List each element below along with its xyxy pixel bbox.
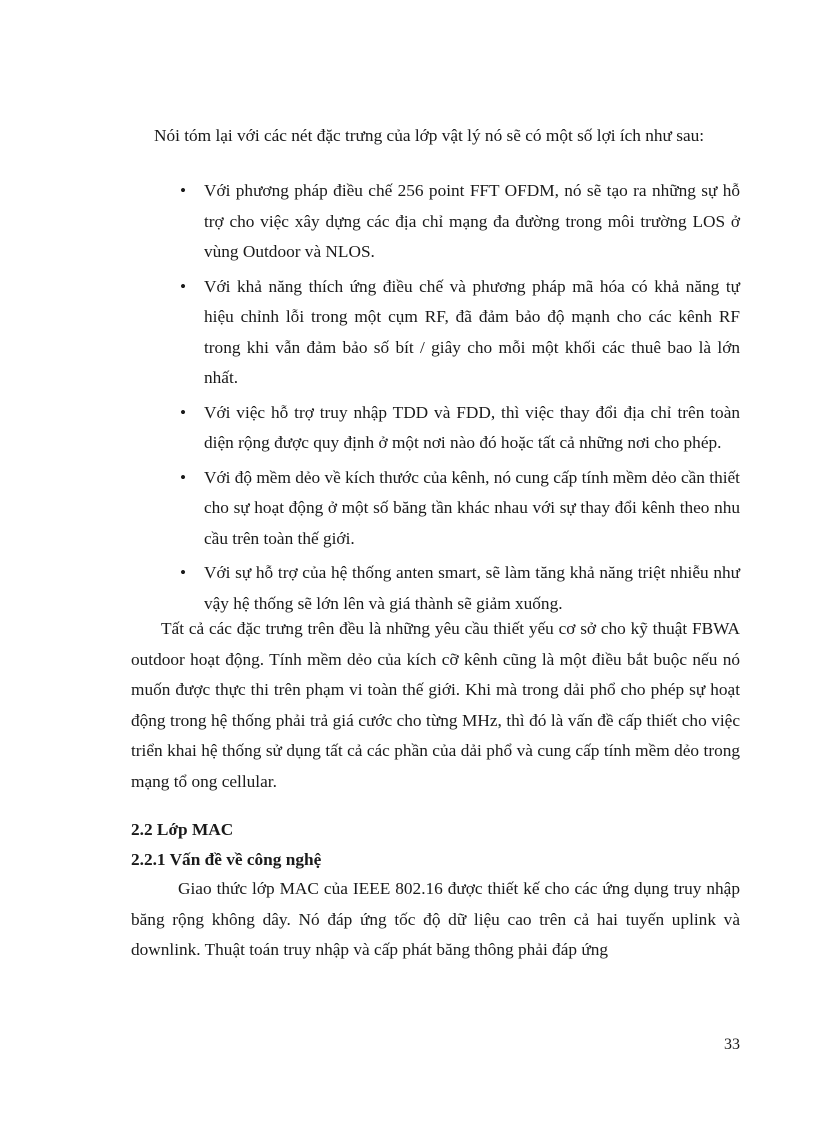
list-item-text: Với khả năng thích ứng điều chế và phương pháp mã hóa có khả năng tự hiệu chỉnh lỗi trong một cụm RF, đã đảm bảo độ mạnh cho các kênh RF trong khi vẫn đảm bảo số bít / giây cho mỗi một khối các thuê bao là lớn nhất. (204, 276, 740, 387)
list-item (178, 176, 740, 268)
bullet-icon: • (180, 402, 187, 422)
list-item (178, 558, 740, 619)
benefits-list (178, 176, 740, 623)
bullet-icon: • (180, 181, 187, 200)
bullet-icon: • (180, 467, 187, 487)
list-item (178, 272, 740, 394)
list-item-text: Với việc hỗ trợ truy nhập TDD và FDD, thì việc thay đổi địa chỉ trên toàn diện rộng được quy định ở một nơi nào đó hoặc tất cả những nơi cho phép. (204, 402, 740, 452)
list-item-text: Với độ mềm dẻo về kích thước của kênh, nó cung cấp tính mềm dẻo cần thiết cho sự hoạt động ở một số băng tần khác nhau với sự thay đổi kênh theo nhu cầu trên toàn thế giới. (204, 467, 740, 548)
subsection-paragraph: Giao thức lớp MAC của IEEE 802.16 được thiết kế cho các ứng dụng truy nhập băng rộng không dây. Nó đáp ứng tốc độ dữ liệu cao trên cả hai tuyến uplink và downlink. Thuật toán truy nhập và cấp phát băng thông phải đáp ứng (131, 879, 740, 959)
page-number: 33 (724, 1036, 740, 1053)
bullet-icon: • (180, 276, 187, 296)
list-item-text: Với sự hỗ trợ của hệ thống anten smart, sẽ làm tăng khả năng triệt nhiễu như vậy hệ thống sẽ lớn lên và giá thành sẽ giảm xuống. (204, 563, 740, 613)
intro-paragraph: Nói tóm lại với các nét đặc trưng của lớp vật lý nó sẽ có một số lợi ích như sau: (154, 126, 705, 145)
list-item-text: Với phương pháp điều chế 256 point FFT OFDM, nó sẽ tạo ra những sự hỗ trợ cho việc xây dựng các địa chỉ mạng đa đường trong môi trường LOS ở vùng Outdoor và NLOS. (204, 181, 740, 261)
list-item (178, 398, 740, 459)
subsection-heading: 2.2.1 Vấn đề về công nghệ (131, 850, 322, 869)
summary-paragraph: Tất cả các đặc trưng trên đều là những yêu cầu thiết yếu cơ sở cho kỹ thuật FBWA outdoor hoạt động. Tính mềm dẻo của kích cỡ kênh cũng là một điều bắt buộc nếu nó muốn được thực thi trên phạm vi toàn thế giới. Khi mà trong dải phổ cho phép sự hoạt động trong hệ thống phải trả giá cước cho từng MHz, thì đó là vấn đề cấp thiết cho việc triển khai hệ thống sử dụng tất cả các phần của dải phổ và cung cấp tính mềm dẻo trong mạng tổ ong cellular. (131, 619, 740, 791)
section-heading: 2.2 Lớp MAC (131, 820, 234, 839)
bullet-icon: • (180, 563, 187, 582)
list-item (178, 463, 740, 555)
